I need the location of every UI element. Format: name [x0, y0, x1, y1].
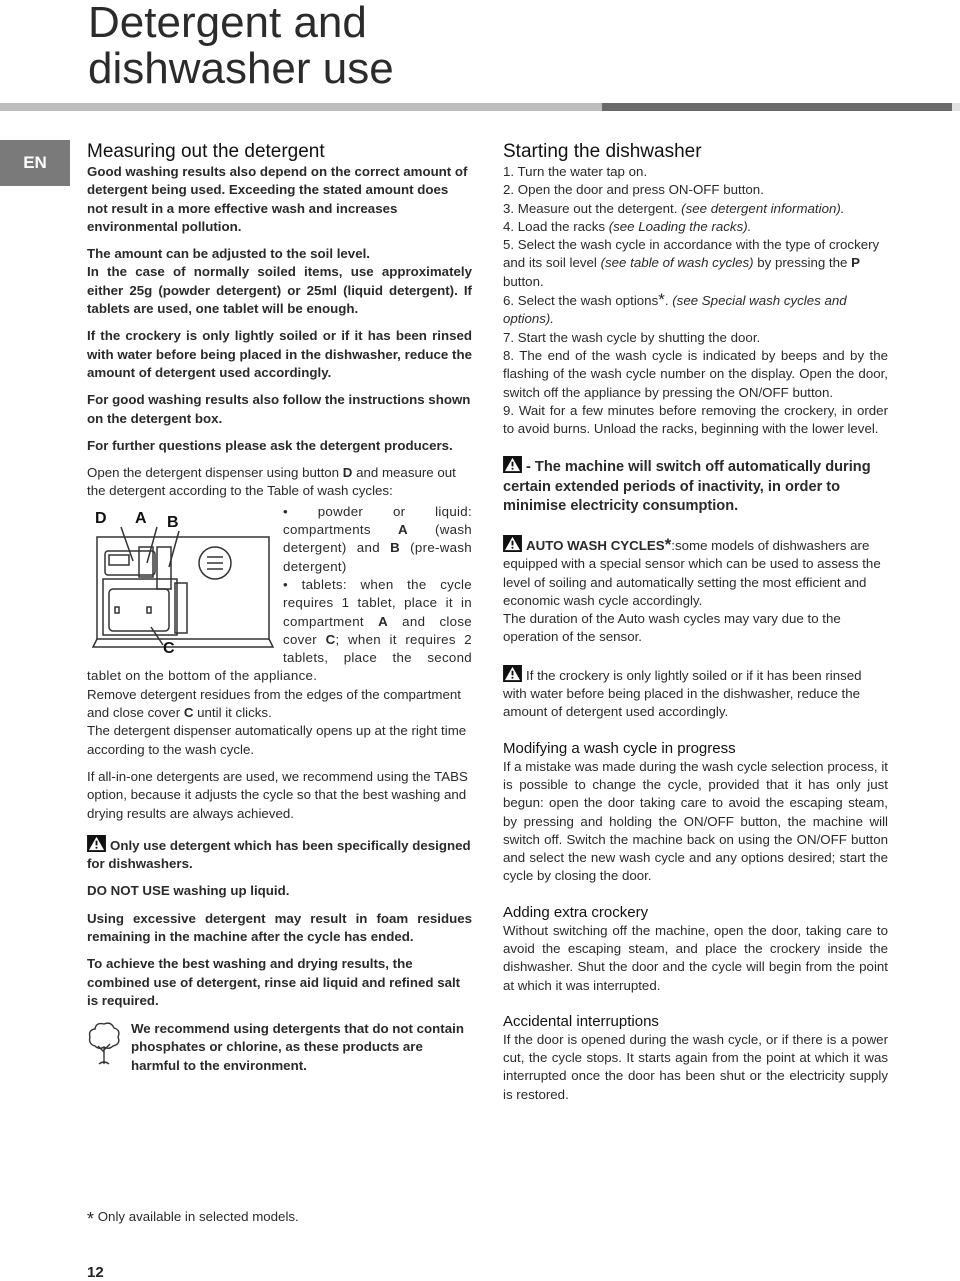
step-3: 3. Measure out the detergent. (see detergent information). [503, 200, 845, 216]
paragraph: If all-in-one detergents are used, we recommend using the TABS option, because it adjusts the cycle so that the best washing and drying results are always achieved. [87, 768, 468, 821]
tree-icon [87, 1020, 121, 1068]
section-heading-adding: Adding extra crockery [503, 903, 649, 921]
warning-auto-off: - The machine will switch off automatically during certain extended periods of inactivity, in order to minimise electricity consumption. [503, 456, 888, 517]
step-2: 2. Open the door and press ON-OFF button. [503, 182, 764, 198]
warning-light-soil: If the crockery is only lightly soiled or if it has been rinsed with water before being placed in the dishwasher, reduce the amount of detergent used accordingly. [503, 665, 888, 722]
label-c: C [163, 639, 175, 657]
paragraph: For good washing results also follow the instructions shown on the detergent box. [87, 392, 471, 426]
header-rule-end [952, 103, 960, 111]
left-column [87, 141, 472, 1075]
title-line-1: Detergent and [88, 0, 367, 47]
paragraph-residues: Remove detergent residues from the edges of the compartment and close cover C until it clicks. [87, 686, 461, 721]
right-column [503, 141, 888, 1104]
paragraph: Using excessive detergent may result in foam residues remaining in the machine after the cycle has ended. [87, 910, 472, 944]
eco-note [87, 1020, 472, 1075]
header-rule-dark [602, 103, 960, 111]
paragraph: The amount can be adjusted to the soil level. [87, 246, 370, 262]
footnote: * Only available in selected models. [87, 1209, 299, 1229]
section-heading-modifying: Modifying a wash cycle in progress [503, 739, 736, 757]
detergent-dispenser-diagram [87, 507, 279, 657]
auto-wash-note: AUTO WASH CYCLES*:some models of dishwashers are equipped with a special sensor which can be used to assess the level of soiling and automatically setting the most efficient and economic wash cycle accordingly. [503, 534, 881, 608]
section-heading-starting: Starting the dishwasher [503, 141, 702, 162]
title-line-2: dishwasher use [88, 44, 394, 93]
warning-icon [503, 535, 522, 552]
step-4: 4. Load the racks (see Loading the racks). [503, 218, 752, 234]
step-8: 8. The end of the wash cycle is indicated by beeps and by the flashing of the wash cycle number on the display. Open the door, switch off the appliance by pressing the ON/OFF button. [503, 347, 888, 400]
page-title [88, 0, 788, 92]
warning-icon [503, 456, 522, 473]
section-heading-measuring: Measuring out the detergent [87, 141, 325, 162]
paragraph-dispenser: Open the detergent dispenser using button D and measure out the detergent according to the Table of wash cycles: [87, 465, 456, 499]
step-1: 1. Turn the water tap on. [503, 164, 648, 179]
paragraph: The detergent dispenser automatically opens up at the right time according to the wash cycle. [87, 723, 467, 757]
label-b: B [167, 513, 179, 531]
dispenser-block [87, 503, 472, 686]
paragraph: Good washing results also depend on the correct amount of detergent being used. Exceeding the stated amount does not result in a more effective wash and increases environmental pollution. [87, 164, 468, 234]
section-heading-interruptions: Accidental interruptions [503, 1012, 659, 1030]
paragraph: If the crockery is only lightly soiled or if it has been rinsed with water before being placed in the dishwasher, reduce the amount of detergent used accordingly. [87, 328, 472, 380]
paragraph: For further questions please ask the detergent producers. [87, 437, 453, 453]
paragraph: In the case of normally soiled items, use approximately either 25g (powder detergent) or 25ml (liquid detergent). If tablets are used, one tablet will be enough. [87, 264, 472, 317]
paragraph: Without switching off the machine, open the door, taking care to avoid the escaping steam, and place the crockery inside the dishwasher. Shut the door and the cycle will begin from the point at which it was interrupted. [503, 922, 888, 993]
warning-icon [87, 835, 106, 852]
label-d: D [95, 509, 107, 527]
paragraph: DO NOT USE washing up liquid. [87, 883, 290, 899]
warning-detergent: Only use detergent which has been specifically designed for dishwashers. [87, 835, 472, 874]
bullet-tablets: • tablets: when the cycle requires 1 tablet, place it in compartment A and close cover C; when it requires 2 tablets, place the second tablet on the bottom of the appliance. [87, 576, 473, 684]
bullet-powder: • powder or liquid: compartments A (wash detergent) and B (pre-wash detergent) [283, 503, 472, 574]
step-7: 7. Start the wash cycle by shutting the door. [503, 329, 761, 345]
language-tab: EN [0, 140, 70, 186]
step-6: 6. Select the wash options*. (see Special wash cycles and options). [503, 290, 847, 327]
paragraph: If a mistake was made during the wash cycle selection process, it is possible to change the cycle, provided that it has only just begun: open the door taking care to avoid the escaping steam, by pressing and holding the ON/OFF button, the machine will switch off. Switch the machine back on using the ON/OFF button and select the new wash cycle and any options desired; start the cycle by closing the door. [503, 758, 888, 884]
warning-icon [503, 665, 522, 682]
paragraph-eco: We recommend using detergents that do not contain phosphates or chlorine, as these products are harmful to the environment. [131, 1021, 464, 1073]
page-number: 12 [87, 1264, 104, 1281]
header-rule [0, 103, 960, 111]
step-5: 5. Select the wash cycle in accordance with the type of crockery and its soil level (see table of wash cycles) by pressing the P button. [503, 237, 880, 289]
step-9: 9. Wait for a few minutes before removing the crockery, in order to avoid burns. Unload the racks, beginning with the lower level. [503, 402, 888, 437]
paragraph: If the door is opened during the wash cycle, or if there is a power cut, the cycle stops. It starts again from the point at which it was interrupted once the door has been shut or the electricity supply is restored. [503, 1031, 888, 1102]
paragraph: To achieve the best washing and drying results, the combined use of detergent, rinse aid liquid and refined salt is required. [87, 956, 461, 1008]
paragraph: The duration of the Auto wash cycles may vary due to the operation of the sensor. [503, 611, 841, 645]
label-a: A [135, 509, 147, 527]
